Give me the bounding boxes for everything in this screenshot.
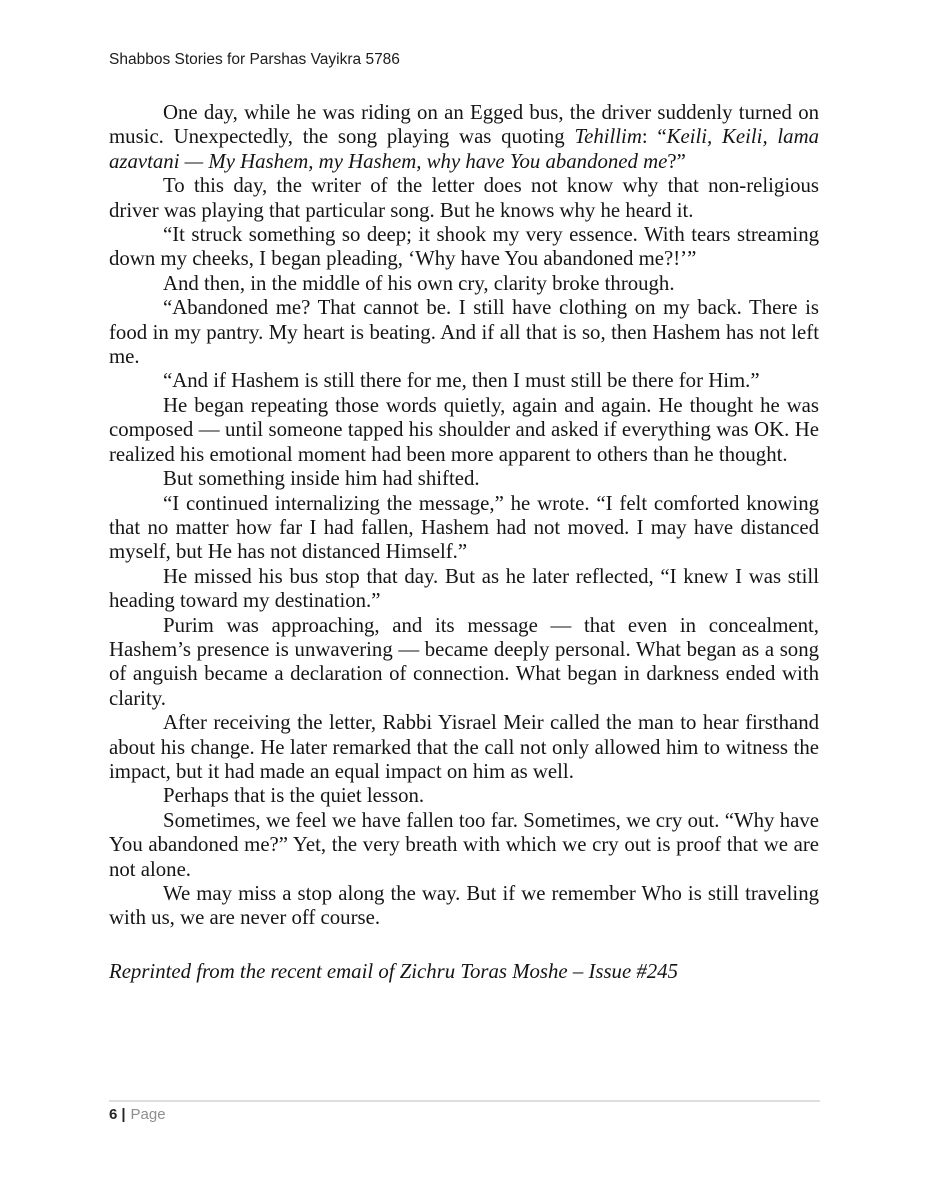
paragraph: Sometimes, we feel we have fallen too far. Sometimes, we cry out. “Why have You abandoned me?” Yet, the very breath with which we cry out is proof that we are not alone.	[109, 808, 819, 881]
paragraph: We may miss a stop along the way. But if we remember Who is still traveling with us, we are never off course.	[109, 882, 819, 930]
page-footer	[109, 1106, 166, 1123]
paragraph: Purim was approaching, and its message — that even in concealment, Hashem’s presence is unwavering — became deeply personal. What began as a song of anguish became a declaration of connection. What began in darkness ended with clarity.	[109, 613, 819, 710]
paragraph: After receiving the letter, Rabbi Yisrael Meir called the man to hear firsthand about his change. He later remarked that the call not only allowed him to witness the impact, but it had made an equal impact on him as well.	[109, 711, 819, 783]
paragraph: To this day, the writer of the letter does not know why that non-religious driver was playing that particular song. But he knows why he heard it.	[109, 174, 819, 222]
page-header-title: Shabbos Stories for Parshas Vayikra 5786	[109, 51, 400, 68]
footer-separator: |	[121, 1106, 126, 1123]
paragraph: He missed his bus stop that day. But as he later reflected, “I knew I was still heading toward my destination.”	[109, 564, 819, 613]
paragraph: “Abandoned me? That cannot be. I still have clothing on my back. There is food in my pantry. My heart is beating. And if all that is so, then Hashem has not left me.	[109, 296, 819, 369]
page-number: 6	[109, 1106, 118, 1123]
paragraph: “I continued internalizing the message,” he wrote. “I felt comforted knowing that no matter how far I had fallen, Hashem had not moved. I may have distanced myself, but He has not distanced Himself.”	[109, 491, 819, 564]
paragraph: And then, in the middle of his own cry, clarity broke through.	[163, 271, 675, 295]
body-paragraphs	[109, 101, 819, 931]
body-text	[109, 101, 819, 984]
page-label: Page	[130, 1106, 166, 1123]
paragraph: “It struck something so deep; it shook my very essence. With tears streaming down my cheeks, I began pleading, ‘Why have You abandoned me?!’”	[109, 223, 819, 271]
paragraph: Perhaps that is the quiet lesson.	[163, 784, 425, 808]
paragraph: But something inside him had shifted.	[163, 467, 480, 491]
paragraph: “And if Hashem is still there for me, then I must still be there for Him.”	[163, 369, 760, 393]
attribution-line: Reprinted from the recent email of Zichru Toras Moshe – Issue #245	[109, 959, 678, 983]
paragraph: One day, while he was riding on an Egged bus, the driver suddenly turned on music. Unexpectedly, the song playing was quoting Tehillim: “Keili, Keili, lama azavtani — My Hashem, my Hashem, why have You abandoned me?”	[109, 101, 819, 173]
footer-divider	[109, 1100, 820, 1102]
paragraph: He began repeating those words quietly, again and again. He thought he was composed — until someone tapped his shoulder and asked if everything was OK. He realized his emotional moment had been more apparent to others than he thought.	[109, 393, 819, 466]
